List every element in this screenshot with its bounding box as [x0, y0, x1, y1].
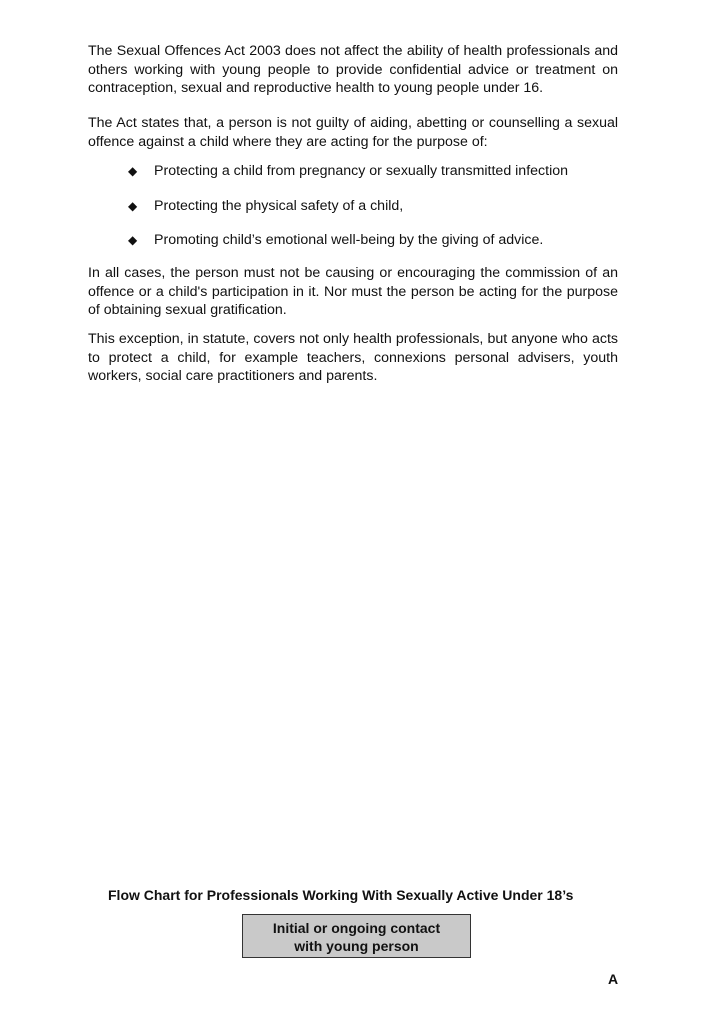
diamond-bullet-icon: ◆: [128, 164, 138, 178]
paragraph-act-states: The Act states that, a person is not guilty of aiding, abetting or counselling a sexual offence against a child where they are acting for the purpose of:: [88, 115, 618, 150]
paragraph-act-overview: The Sexual Offences Act 2003 does not affect the ability of health professionals and others working with young people to provide confidential advice or treatment on contraception, sexual and reproductive health to young people under 16.: [88, 43, 618, 96]
flow-box-line-2: with young person: [294, 938, 419, 954]
flow-box-line-1: Initial or ongoing contact: [272, 920, 441, 936]
bullet-item-physical-safety: [128, 197, 608, 216]
diamond-bullet-icon: ◆: [128, 199, 138, 213]
bullet-text: Promoting child’s emotional well-being by the giving of advice.: [154, 232, 544, 248]
paragraph-all-cases: In all cases, the person must not be causing or encouraging the commission of an offence or a child's participation in it. Nor must the person be acting for the purpose of obtaining sexual gratification.: [88, 265, 618, 318]
paragraph-exception: This exception, in statute, covers not only health professionals, but anyone who acts to protect a child, for example teachers, connexions personal advisers, youth workers, social care practitioners and parents.: [88, 331, 618, 384]
flow-chart-title: Flow Chart for Professionals Working With Sexually Active Under 18’s: [108, 887, 574, 903]
bullet-item-pregnancy: [128, 162, 608, 181]
flow-chart-start-box: [242, 914, 471, 958]
page-marker: A: [608, 971, 619, 987]
bullet-item-wellbeing: [128, 231, 608, 250]
bullet-text: Protecting a child from pregnancy or sexually transmitted infection: [154, 163, 569, 179]
bullet-text: Protecting the physical safety of a child,: [154, 198, 404, 214]
diamond-bullet-icon: ◆: [128, 233, 138, 247]
